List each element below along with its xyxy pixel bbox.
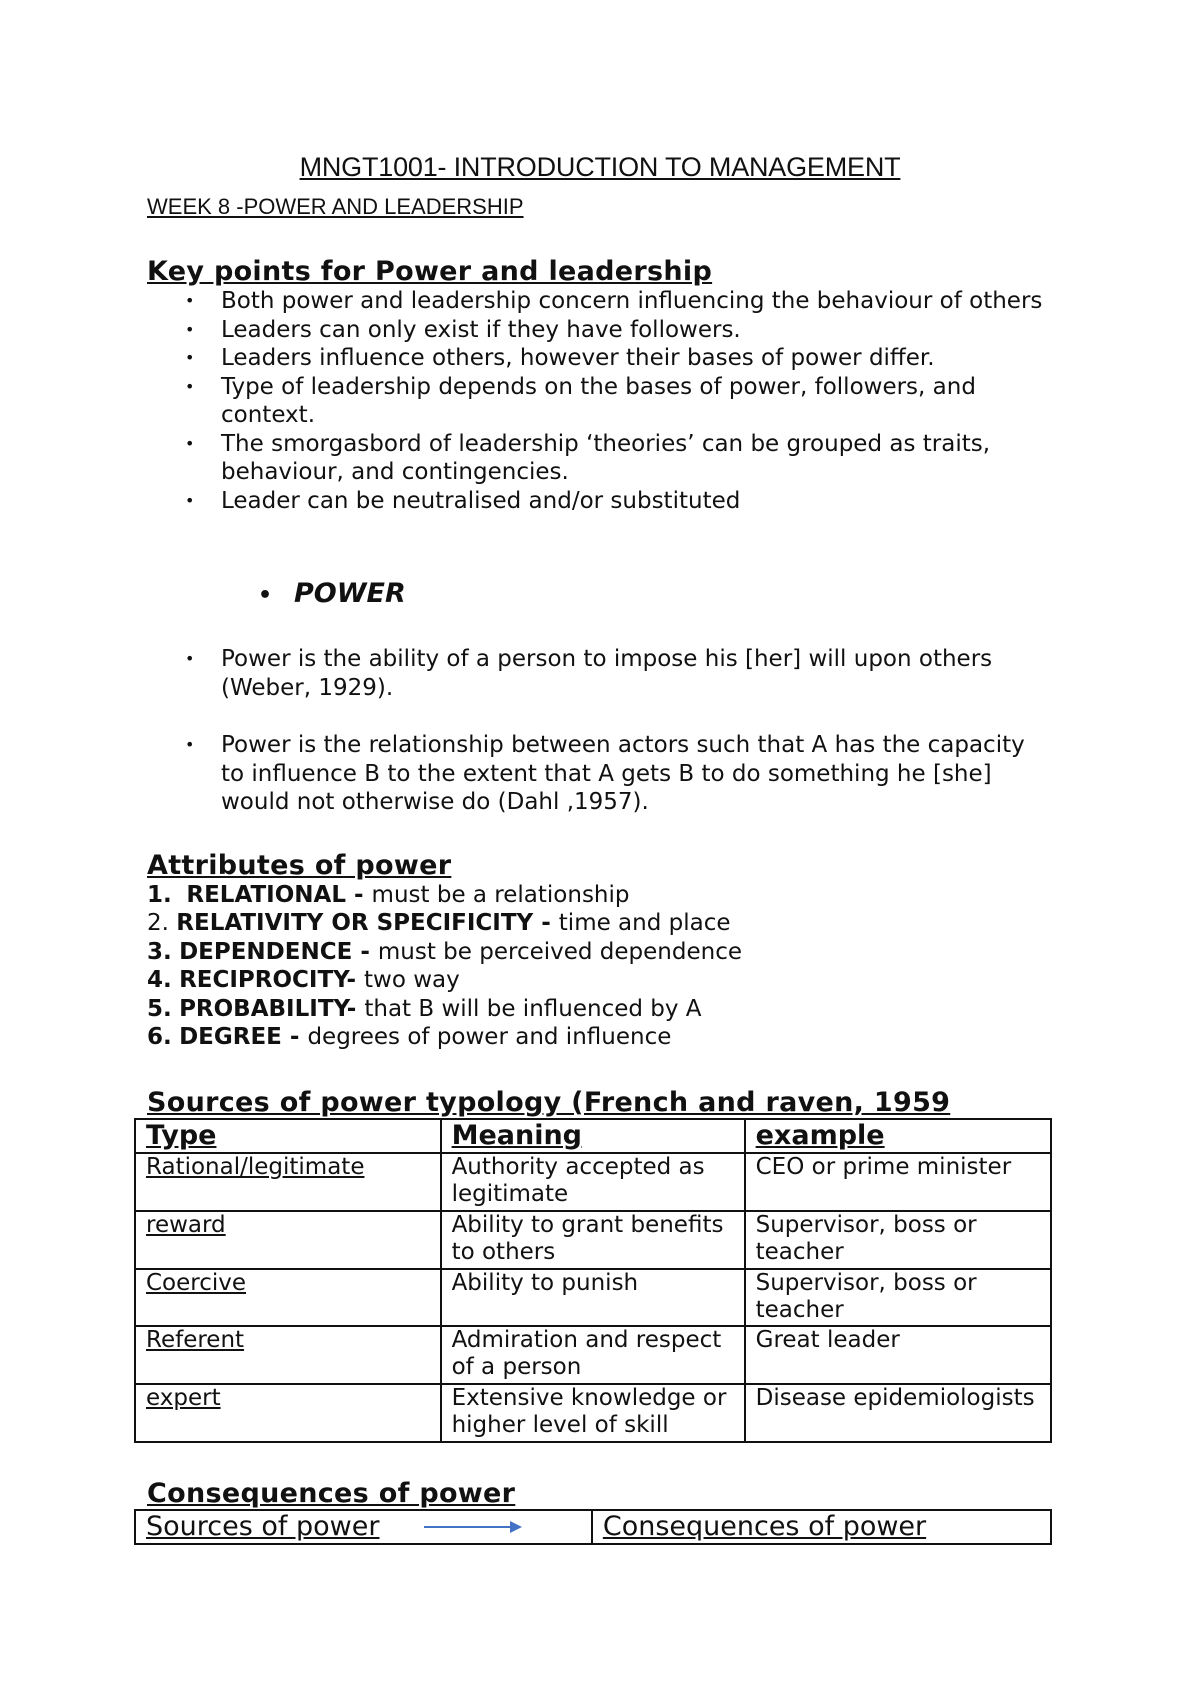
power-definition-list: [185, 731, 1055, 817]
list-item: • Leaders can only exist if they have followers.: [185, 316, 741, 343]
list-item: • Power is the relationship between actors such that A has the capacity to influence B to the extent that A gets B to do something he [she] would not otherwise do (Dahl ,1957).: [185, 732, 1025, 815]
table-row: [135, 1269, 1051, 1326]
table-cell: Admiration and respect of a person: [441, 1326, 745, 1384]
table-cell: Ability to punish: [441, 1269, 745, 1326]
list-item: • Leader can be neutralised and/or substituted: [185, 487, 741, 514]
list-item: 5. PROBABILITY- that B will be influenced by A: [147, 995, 702, 1022]
bullet-icon: •: [258, 583, 273, 608]
table-row: [135, 1326, 1051, 1384]
bullet-icon: •: [185, 291, 195, 310]
table-row: [135, 1211, 1051, 1269]
column-header: Type: [135, 1119, 441, 1153]
table-row: [135, 1384, 1051, 1442]
attributes-heading: Attributes of power: [147, 850, 452, 881]
sources-table: [134, 1118, 1052, 1443]
table-cell: Disease epidemiologists: [745, 1384, 1051, 1442]
bullet-icon: •: [185, 376, 195, 396]
sources-heading: Sources of power typology (French and raven, 1959: [147, 1087, 951, 1118]
key-points-heading: Key points for Power and leadership: [147, 256, 713, 287]
bullet-icon: •: [185, 319, 195, 339]
bullet-icon: •: [185, 433, 195, 453]
document-subtitle: WEEK 8 -POWER AND LEADERSHIP: [147, 194, 524, 219]
document-title: MNGT1001- INTRODUCTION TO MANAGEMENT: [299, 152, 901, 182]
consequences-table: [134, 1509, 1052, 1545]
list-item: • The smorgasbord of leadership ‘theories’ can be grouped as traits, behaviour, and contingencies.: [185, 430, 991, 485]
list-item: 6. DEGREE - degrees of power and influence: [147, 1024, 672, 1051]
column-header: Sources of power: [135, 1510, 592, 1544]
table-cell: reward: [135, 1211, 441, 1269]
table-cell: Extensive knowledge or higher level of skill: [441, 1384, 745, 1442]
bullet-icon: •: [185, 649, 195, 668]
arrow-right-icon: [424, 1520, 524, 1534]
list-item: 3. DEPENDENCE - must be perceived dependence: [147, 938, 743, 965]
table-cell: Rational/legitimate: [135, 1153, 441, 1211]
list-item: • Leaders influence others, however their bases of power differ.: [185, 345, 935, 371]
table-cell: CEO or prime minister: [745, 1153, 1051, 1211]
key-points-list: [185, 287, 1055, 515]
table-cell: Authority accepted as legitimate: [441, 1153, 745, 1211]
list-item: 4. RECIPROCITY- two way: [147, 967, 460, 994]
table-cell: Coercive: [135, 1269, 441, 1326]
list-item: 2. RELATIVITY OR SPECIFICITY - time and place: [147, 910, 731, 937]
column-header: example: [745, 1119, 1051, 1153]
bullet-icon: •: [185, 348, 195, 367]
table-cell: Supervisor, boss or teacher: [745, 1269, 1051, 1326]
bullet-icon: •: [185, 735, 195, 754]
bullet-icon: •: [185, 490, 195, 510]
power-heading: • POWER: [258, 578, 406, 609]
power-definition-list: [185, 645, 1055, 702]
consequences-heading: Consequences of power: [147, 1478, 516, 1509]
list-item: • Type of leadership depends on the bases of power, followers, and context.: [185, 373, 976, 428]
table-header-row: [135, 1510, 1051, 1544]
list-item: • Power is the ability of a person to impose his [her] will upon others (Weber, 1929).: [185, 646, 993, 701]
list-item: 1. RELATIONAL - must be a relationship: [147, 882, 630, 908]
attributes-list: [147, 881, 742, 1051]
table-header-row: [135, 1119, 1051, 1153]
column-header: Consequences of power: [592, 1510, 1051, 1544]
list-item: • Both power and leadership concern influencing the behaviour of others: [185, 288, 1043, 314]
table-cell: expert: [135, 1384, 441, 1442]
table-row: [135, 1153, 1051, 1211]
column-header: Meaning: [441, 1119, 745, 1153]
table-cell: Ability to grant benefits to others: [441, 1211, 745, 1269]
table-cell: Great leader: [745, 1326, 1051, 1384]
table-cell: Referent: [135, 1326, 441, 1384]
table-cell: Supervisor, boss or teacher: [745, 1211, 1051, 1269]
